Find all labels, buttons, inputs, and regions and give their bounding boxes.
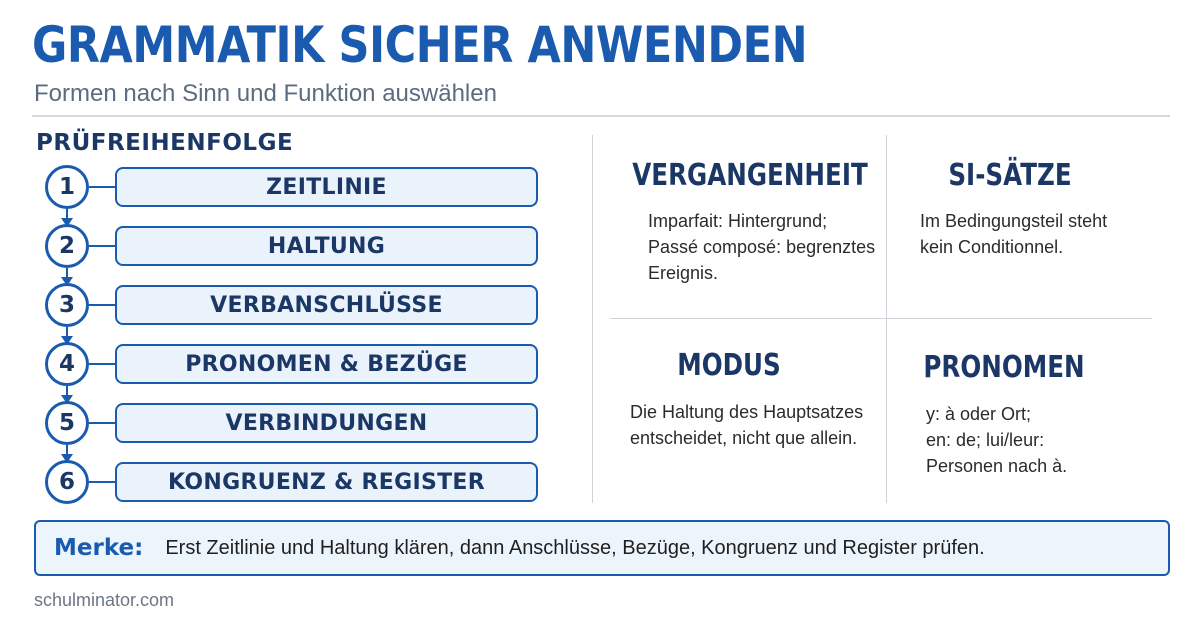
quadrant-title-modus: MODUS <box>677 348 781 383</box>
merke-text: Erst Zeitlinie und Haltung klären, dann Anschlüsse, Bezüge, Kongruenz und Register prüfen. <box>165 536 985 559</box>
page-subtitle: Formen nach Sinn und Funktion auswählen <box>34 80 497 107</box>
step-number-badge: 5 <box>45 401 89 445</box>
step-box-verbindungen: VERBINDUNGEN <box>115 403 538 443</box>
quadrant-title-pronomen: PRONOMEN <box>923 350 1085 385</box>
text-line: Personen nach à. <box>926 456 1068 476</box>
quadrant-title-si-saetze: SI-SÄTZE <box>948 158 1072 193</box>
quadrant-title-vergangenheit: VERGANGENHEIT <box>632 158 868 193</box>
step-link <box>89 422 115 424</box>
source-credit: schulminator.com <box>34 590 175 610</box>
column-divider <box>592 135 593 503</box>
step-box-verbanschluesse: VERBANSCHLÜSSE <box>115 285 538 325</box>
step-box-pronomen-bezuege: PRONOMEN & BEZÜGE <box>115 344 538 384</box>
step-box-kongruenz-register: KONGRUENZ & REGISTER <box>115 462 538 502</box>
text-line: en: de; lui/leur: <box>926 430 1045 450</box>
step-box-haltung: HALTUNG <box>115 226 538 266</box>
step-link <box>89 363 115 365</box>
quadrant-text-modus <box>630 399 863 451</box>
quadrant-divider-vertical <box>886 135 887 503</box>
step-number-badge: 4 <box>45 342 89 386</box>
text-line: Die Haltung des Hauptsatzes <box>630 402 864 422</box>
quadrant-text-si-saetze <box>920 208 1107 260</box>
step-box-zeitlinie: ZEITLINIE <box>115 167 538 207</box>
step-number-badge: 2 <box>45 224 89 268</box>
quadrant-divider-horizontal <box>610 318 1152 319</box>
quadrant-text-pronomen <box>926 401 1067 479</box>
step-link <box>89 186 115 188</box>
step-number-badge: 3 <box>45 283 89 327</box>
text-line: Imparfait: Hintergrund; <box>648 211 828 231</box>
text-line: entscheidet, nicht que allein. <box>630 428 858 448</box>
text-line: y: à oder Ort; <box>926 404 1032 424</box>
text-line: kein Conditionnel. <box>920 237 1064 257</box>
step-number-badge: 1 <box>45 165 89 209</box>
header-divider <box>32 115 1170 117</box>
step-link <box>89 304 115 306</box>
text-line: Passé composé: begrenztes <box>648 237 876 257</box>
merke-label: Merke: <box>54 535 144 561</box>
merke-box <box>34 520 1170 576</box>
step-number-badge: 6 <box>45 460 89 504</box>
quadrant-text-vergangenheit <box>648 208 875 286</box>
sequence-heading: PRÜFREIHENFOLGE <box>36 130 294 156</box>
text-line: Ereignis. <box>648 263 719 283</box>
step-link <box>89 481 115 483</box>
text-line: Im Bedingungsteil steht <box>920 211 1108 231</box>
step-link <box>89 245 115 247</box>
page-title: GRAMMATIK SICHER ANWENDEN <box>32 16 808 74</box>
